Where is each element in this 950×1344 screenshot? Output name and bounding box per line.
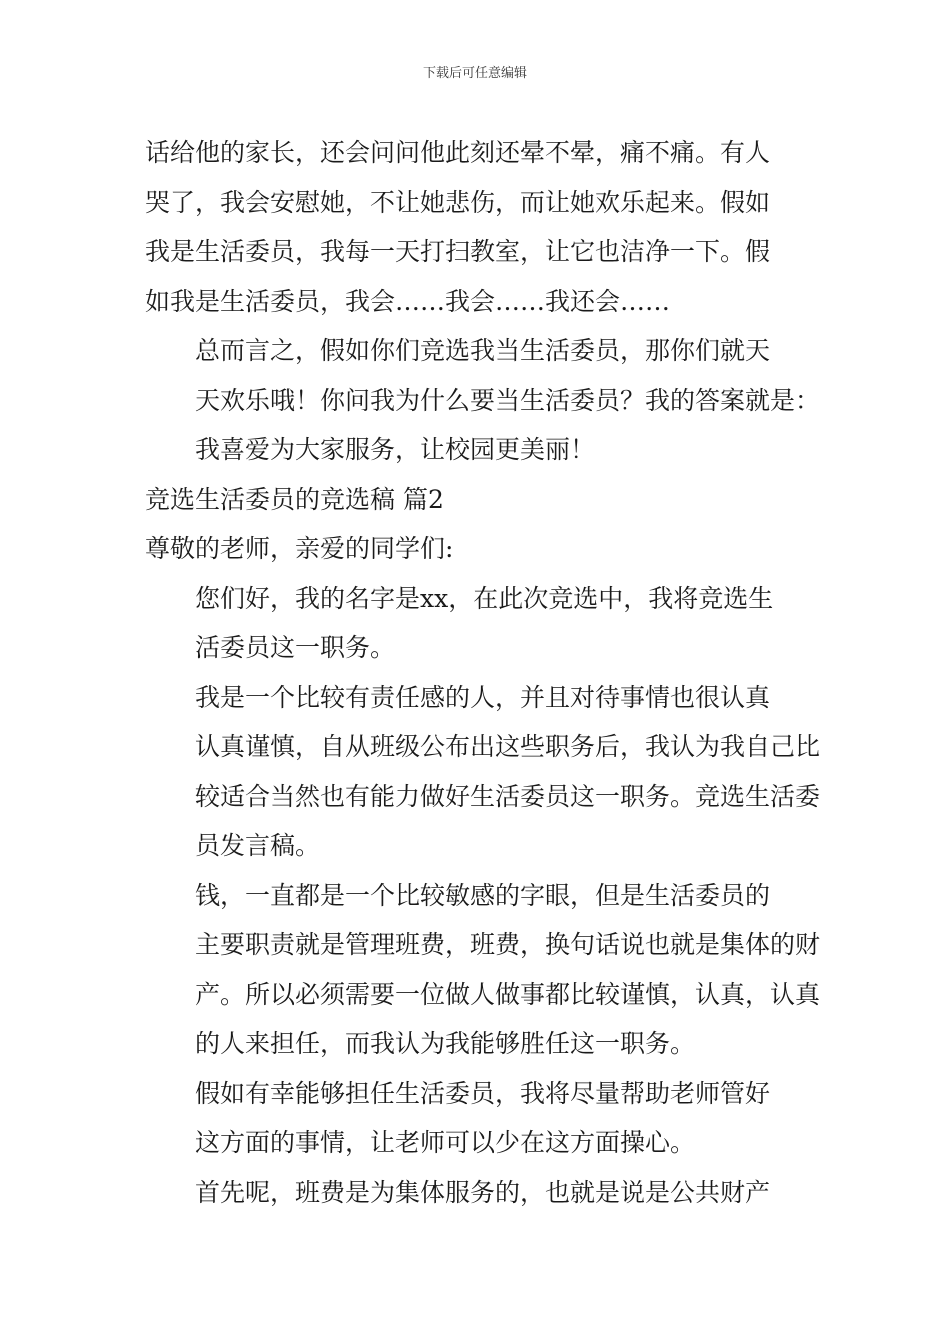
text-line: 员发言稿。 [195, 831, 321, 860]
paragraph [145, 1069, 810, 1168]
paragraph [145, 871, 821, 1069]
text-line: 钱，一直都是一个比较敏感的字眼，但是生活委员的 [195, 880, 771, 910]
text-line: 活委员这一职务。 [195, 633, 396, 662]
text-line: 主要职责就是管理班费，班费，换句话说也就是集体的财 [195, 930, 821, 959]
paragraph [145, 673, 821, 871]
paragraph [145, 128, 810, 326]
text-line: 较适合当然也有能力做好生活委员这一职务。竞选生活委 [195, 781, 821, 811]
text-line: 竞选生活委员的竞选稿 篇2 [145, 484, 444, 514]
text-line: 天欢乐哦！你问我为什么要当生活委员？我的答案就是： [195, 385, 821, 415]
paragraph [145, 574, 810, 673]
text-line: 如我是生活委员，我会……我会……我还会…… [145, 286, 671, 316]
text-line: 我是一个比较有责任感的人，并且对待事情也很认真 [195, 682, 771, 712]
paragraph [145, 1168, 810, 1218]
text-line: 总而言之，假如你们竞选我当生活委员，那你们就天 [195, 336, 771, 365]
paragraph [145, 326, 821, 475]
text-line: 话给他的家长，还会问问他此刻还晕不晕，痛不痛。有人 [145, 138, 771, 167]
text-line: 产。所以必须需要一位做人做事都比较谨慎，认真，认真 [195, 979, 821, 1009]
text-line: 认真谨慎，自从班级公布出这些职务后，我认为我自己比 [195, 732, 821, 761]
text-line: 的人来担任，而我认为我能够胜任这一职务。 [195, 1029, 696, 1058]
text-line: 尊敬的老师，亲爱的同学们: [145, 534, 454, 563]
text-line: 假如有幸能够担任生活委员，我将尽量帮助老师管好 [195, 1078, 771, 1108]
text-line: 您们好，我的名字是xx，在此次竞选中，我将竞选生 [195, 583, 774, 613]
page-header: 下载后可任意编辑 [422, 66, 527, 81]
salutation [145, 524, 810, 574]
text-line: 我喜爱为大家服务，让校园更美丽！ [195, 435, 596, 464]
text-line: 我是生活委员，我每一天打扫教室，让它也洁净一下。假 [145, 237, 771, 266]
text-line: 哭了，我会安慰她，不让她悲伤，而让她欢乐起来。假如 [145, 187, 771, 217]
text-line: 首先呢，班费是为集体服务的，也就是说是公共财产 [195, 1177, 771, 1207]
document-body [145, 128, 821, 1217]
section-heading [145, 475, 810, 525]
text-line: 这方面的事情，让老师可以少在这方面操心。 [195, 1128, 696, 1157]
